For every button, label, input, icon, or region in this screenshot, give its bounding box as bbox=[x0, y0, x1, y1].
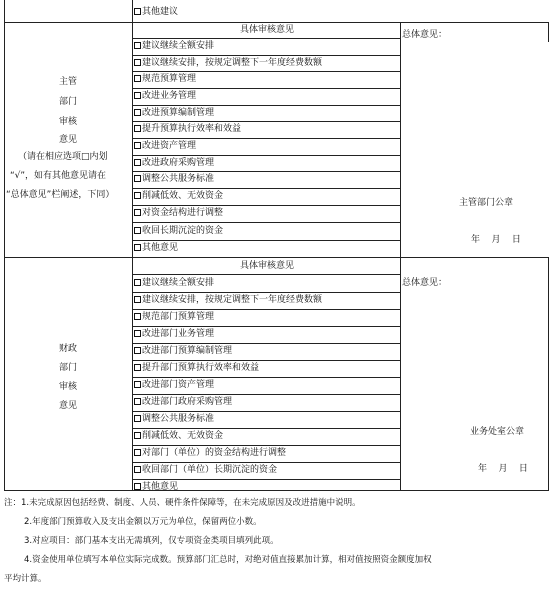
section1-date: 年 月 日 bbox=[471, 235, 521, 245]
s1-option-3[interactable] bbox=[134, 72, 400, 87]
checkbox-icon[interactable] bbox=[134, 59, 141, 66]
instruction-line-1: （请在相应选项□内划 bbox=[18, 152, 108, 162]
s2-option-7[interactable] bbox=[134, 378, 400, 393]
instruction-line-3: “总体意见”栏阐述，下同） bbox=[6, 190, 115, 200]
checkbox-icon[interactable] bbox=[134, 125, 141, 132]
section1-header: 具体审核意见 bbox=[239, 25, 294, 35]
checkbox-icon[interactable] bbox=[134, 279, 141, 286]
option-label: 提升部门预算执行效率和效益 bbox=[142, 363, 260, 373]
row-line bbox=[132, 222, 400, 223]
option-label: 改进部门业务管理 bbox=[142, 329, 215, 339]
checkbox-icon[interactable] bbox=[134, 296, 141, 303]
s2-option-10[interactable] bbox=[134, 429, 400, 444]
section2-header: 具体审核意见 bbox=[239, 261, 294, 271]
checkbox-icon[interactable] bbox=[134, 466, 141, 473]
s1-option-2[interactable] bbox=[134, 56, 400, 71]
option-label: 其他意见 bbox=[142, 482, 179, 492]
option-label: 其他意见 bbox=[142, 243, 179, 253]
s2-option-6[interactable] bbox=[134, 361, 400, 376]
s1-option-7[interactable] bbox=[134, 139, 400, 154]
table-border-left bbox=[4, 0, 5, 491]
checkbox-icon[interactable] bbox=[134, 227, 141, 234]
s1-option-5[interactable] bbox=[134, 106, 400, 121]
checkbox-icon[interactable] bbox=[134, 381, 141, 388]
section2-date: 年 月 日 bbox=[478, 464, 528, 474]
option-label: 改进政府采购管理 bbox=[142, 158, 215, 168]
option-label: 对部门（单位）的资金结构进行调整 bbox=[142, 448, 287, 458]
option-label: 改进预算编制管理 bbox=[142, 108, 215, 118]
checkbox-icon[interactable] bbox=[134, 209, 141, 216]
checkbox-icon[interactable] bbox=[134, 483, 141, 490]
option-label: 建议继续安排，按规定调整下一年度经费数额 bbox=[142, 58, 323, 68]
option-label: 改进资产管理 bbox=[142, 141, 197, 151]
checkbox-icon[interactable] bbox=[134, 432, 141, 439]
option-other-suggestion[interactable] bbox=[134, 5, 400, 20]
s1-option-1[interactable] bbox=[134, 39, 400, 54]
section1-seal: 主管部门公章 bbox=[459, 198, 514, 208]
table-border-right-1 bbox=[548, 22, 549, 42]
s1-option-4[interactable] bbox=[134, 89, 400, 104]
s2-option-9[interactable] bbox=[134, 412, 400, 427]
s1-option-8[interactable] bbox=[134, 156, 400, 171]
checkbox-icon[interactable] bbox=[134, 142, 141, 149]
section1-label-2: 部门 bbox=[58, 97, 77, 107]
option-label: 削减低效、无效资金 bbox=[142, 191, 224, 201]
option-label: 其他建议 bbox=[142, 7, 179, 17]
checkbox-icon[interactable] bbox=[134, 109, 141, 116]
option-label: 改进部门预算编制管理 bbox=[142, 346, 233, 356]
note-1: 注：1.未完成原因包括经费、制度、人员、硬件条件保障等，在未完成原因及改进措施中说明。 bbox=[4, 498, 361, 508]
checkbox-icon[interactable] bbox=[134, 398, 141, 405]
checkbox-icon[interactable] bbox=[134, 192, 141, 199]
checkbox-icon[interactable] bbox=[134, 415, 141, 422]
note-2: 2.年度部门预算收入及支出金额以万元为单位，保留两位小数。 bbox=[24, 517, 262, 527]
s2-option-12[interactable] bbox=[134, 463, 400, 478]
option-label: 调整公共服务标准 bbox=[142, 414, 215, 424]
option-label: 改进部门政府采购管理 bbox=[142, 397, 233, 407]
s2-option-4[interactable] bbox=[134, 327, 400, 342]
s1-option-13[interactable] bbox=[134, 241, 400, 256]
note-4-continued: 平均计算。 bbox=[4, 574, 47, 584]
section2-overall-label: 总体意见： bbox=[402, 278, 448, 288]
checkbox-icon[interactable] bbox=[134, 347, 141, 354]
checkbox-icon[interactable] bbox=[134, 175, 141, 182]
s2-option-13[interactable] bbox=[134, 480, 400, 495]
option-label: 调整公共服务标准 bbox=[142, 174, 215, 184]
s2-option-3[interactable] bbox=[134, 310, 400, 325]
checkbox-icon[interactable] bbox=[134, 313, 141, 320]
option-label: 建议继续安排，按规定调整下一年度经费数额 bbox=[142, 295, 323, 305]
section2-label-2: 部门 bbox=[58, 363, 77, 373]
option-label: 改进部门资产管理 bbox=[142, 380, 215, 390]
s2-option-1[interactable] bbox=[134, 276, 400, 291]
column-divider-1 bbox=[132, 0, 133, 491]
checkbox-icon[interactable] bbox=[134, 159, 141, 166]
checkbox-icon[interactable] bbox=[134, 92, 141, 99]
option-label: 提升预算执行效率和效益 bbox=[142, 124, 242, 134]
table-border-right-2 bbox=[548, 257, 549, 491]
checkbox-icon[interactable] bbox=[134, 244, 141, 251]
s1-option-12[interactable] bbox=[134, 224, 400, 239]
option-label: 收回部门（单位）长期沉淀的资金 bbox=[142, 465, 278, 475]
option-label: 建议继续全额安排 bbox=[142, 41, 215, 51]
row-line bbox=[132, 274, 400, 275]
section1-label-1: 主管 bbox=[58, 77, 77, 87]
checkbox-icon[interactable] bbox=[134, 364, 141, 371]
note-3: 3.对应项目：部门基本支出无需填列，仅专项资金类项目填列此项。 bbox=[24, 536, 279, 546]
section1-label-3: 审核 bbox=[58, 117, 77, 127]
option-label: 对资金结构进行调整 bbox=[142, 208, 224, 218]
section2-label-3: 审核 bbox=[58, 382, 77, 392]
s1-option-11[interactable] bbox=[134, 206, 400, 221]
checkbox-icon[interactable] bbox=[134, 75, 141, 82]
s1-option-9[interactable] bbox=[134, 172, 400, 187]
s1-option-10[interactable] bbox=[134, 189, 400, 204]
s1-option-6[interactable] bbox=[134, 122, 400, 137]
section1-overall-label: 总体意见： bbox=[402, 30, 448, 40]
option-label: 规范部门预算管理 bbox=[142, 312, 215, 322]
checkbox-icon[interactable] bbox=[134, 449, 141, 456]
instruction-line-2: “√”，如有其他意见请在 bbox=[10, 171, 107, 181]
option-label: 削减低效、无效资金 bbox=[142, 431, 224, 441]
s2-option-11[interactable] bbox=[134, 446, 400, 461]
option-label: 规范预算管理 bbox=[142, 74, 197, 84]
option-label: 改进业务管理 bbox=[142, 91, 197, 101]
option-label: 建议继续全额安排 bbox=[142, 278, 215, 288]
note-4: 4.资金使用单位填写本单位实际完成数。预算部门汇总时，对绝对值直接累加计算，相对值按照资金额度加权 bbox=[24, 555, 432, 565]
section2-label-4: 意见 bbox=[58, 401, 77, 411]
checkbox-icon[interactable] bbox=[134, 42, 141, 49]
checkbox-icon[interactable] bbox=[134, 8, 141, 15]
s2-option-8[interactable] bbox=[134, 395, 400, 410]
section2-seal: 业务处室公章 bbox=[470, 427, 525, 437]
section2-label-1: 财政 bbox=[58, 344, 77, 354]
option-label: 收回长期沉淀的资金 bbox=[142, 226, 224, 236]
s2-option-2[interactable] bbox=[134, 293, 400, 308]
s2-option-5[interactable] bbox=[134, 344, 400, 359]
checkbox-icon[interactable] bbox=[134, 330, 141, 337]
section1-label-4: 意见 bbox=[58, 135, 77, 145]
